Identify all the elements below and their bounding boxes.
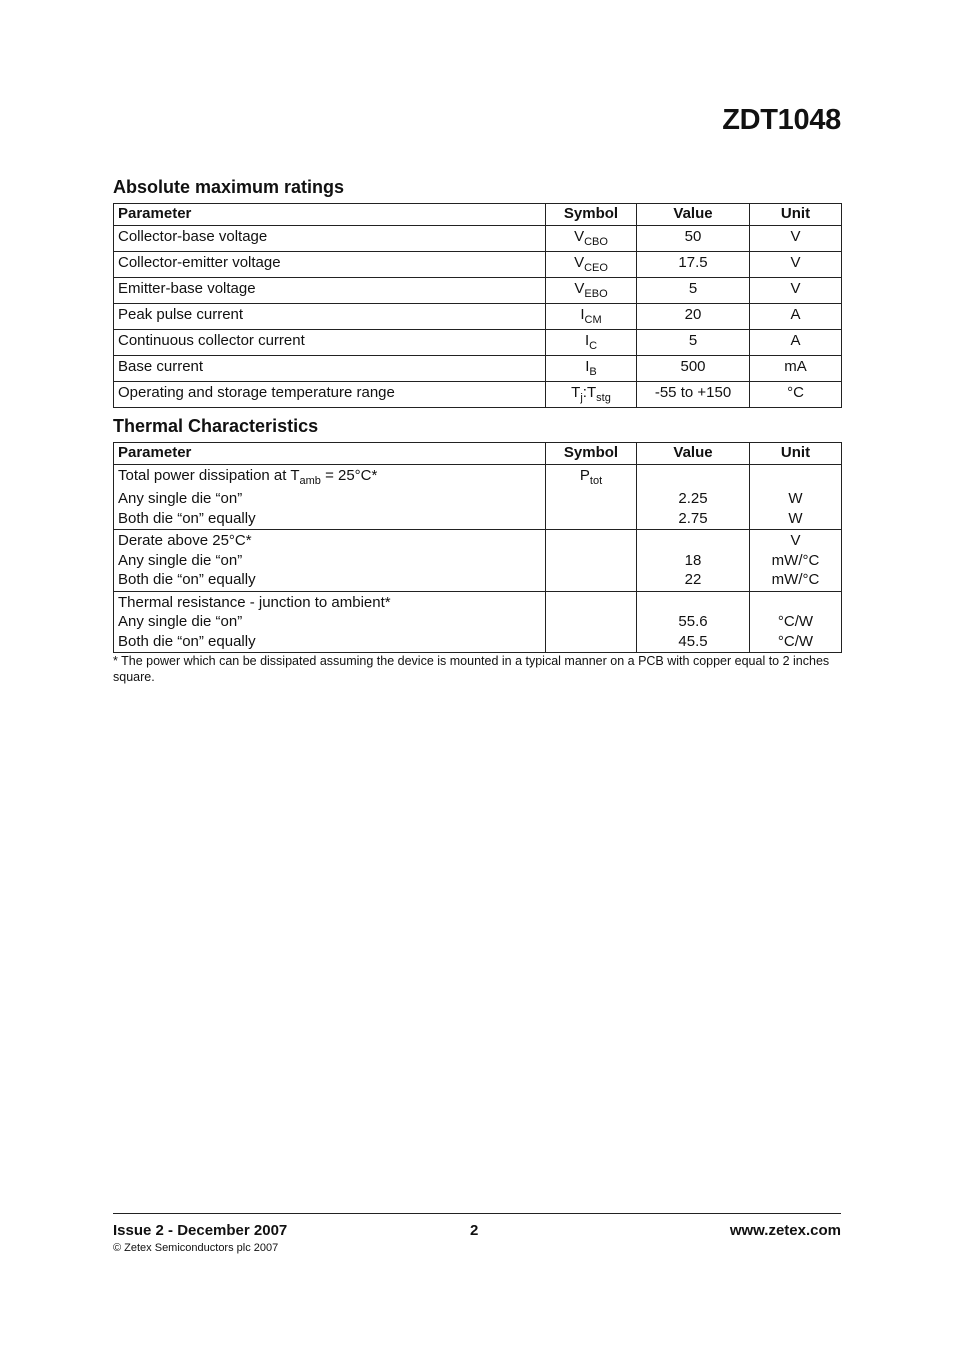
- table-row: [114, 304, 842, 330]
- parameter-cell: [114, 530, 546, 592]
- parameter-cell: Continuous collector current: [114, 330, 546, 356]
- symbol-heading: [550, 466, 632, 489]
- table-row: [114, 591, 842, 653]
- value-cell: 20: [637, 304, 750, 330]
- symbol-main: I: [584, 332, 590, 349]
- parameter-line: Any single die “on”: [118, 613, 243, 630]
- unit-line: °C/W: [777, 613, 814, 630]
- footer-page-number: 2: [470, 1222, 479, 1239]
- parameter-cell: [114, 591, 546, 653]
- table-row: [114, 330, 842, 356]
- parameter-heading-text: Total power dissipation at T: [118, 467, 300, 484]
- symbol-main: I: [580, 306, 585, 323]
- parameter-line: Both die “on” equally: [118, 632, 256, 650]
- symbol-cell: [546, 356, 637, 382]
- parameter-cell: [114, 465, 546, 530]
- parameter-line: Both die “on” equally: [118, 509, 256, 527]
- footer-divider: [113, 1213, 841, 1214]
- footer-copyright: © Zetex Semiconductors plc 2007: [113, 1242, 279, 1254]
- part-number: ZDT1048: [722, 104, 841, 136]
- value-line: 18: [684, 551, 702, 569]
- value-line: 55.6: [678, 613, 708, 630]
- symbol-subscript: CBO: [584, 236, 608, 248]
- symbol-cell: [546, 382, 637, 408]
- symbol-subscript: j: [580, 392, 583, 404]
- table-row: [114, 278, 842, 304]
- unit-line: mW/°C: [771, 551, 820, 569]
- unit-cell: A: [750, 330, 842, 356]
- value-cell: -55 to +150: [637, 382, 750, 408]
- symbol-cell: [546, 591, 637, 653]
- value-cell: [637, 465, 750, 530]
- value-line: 22: [684, 571, 702, 588]
- parameter-cell: Collector-base voltage: [114, 226, 546, 252]
- column-header-symbol: Symbol: [546, 204, 637, 226]
- parameter-cell: Collector-emitter voltage: [114, 252, 546, 278]
- column-header-parameter: Parameter: [114, 204, 546, 226]
- symbol-cell: [546, 278, 637, 304]
- unit-cell: V: [750, 278, 842, 304]
- column-header-symbol: Symbol: [546, 443, 637, 465]
- unit-cell: mA: [750, 356, 842, 382]
- column-header-value: Value: [637, 204, 750, 226]
- symbol-cell: [546, 330, 637, 356]
- unit-spacer: [754, 466, 837, 489]
- symbol-cell: [546, 252, 637, 278]
- table-header-row: [114, 204, 842, 226]
- thermal-characteristics-title: Thermal Characteristics: [113, 416, 319, 436]
- parameter-cell: Operating and storage temperature range: [114, 382, 546, 408]
- symbol-subscript: stg: [596, 392, 611, 404]
- unit-spacer: [754, 593, 837, 613]
- symbol-cell: [546, 530, 637, 592]
- column-header-parameter: Parameter: [114, 443, 546, 465]
- symbol-main: V: [574, 254, 585, 271]
- value-cell: 5: [637, 330, 750, 356]
- value-cell: 500: [637, 356, 750, 382]
- parameter-line: Both die “on” equally: [118, 571, 256, 588]
- symbol-subscript: tot: [589, 475, 603, 487]
- table-row: [114, 252, 842, 278]
- unit-line: °C/W: [777, 632, 814, 650]
- thermal-characteristics-table: [113, 442, 842, 653]
- unit-heading: V: [790, 532, 801, 549]
- value-cell: 17.5: [637, 252, 750, 278]
- parameter-cell: Peak pulse current: [114, 304, 546, 330]
- unit-cell: [750, 465, 842, 530]
- unit-line: mW/°C: [771, 571, 820, 588]
- thermal-footnote: * The power which can be dissipated assuming the device is mounted in a typical manner on a PCB with copper equal to 2 inches square.: [113, 654, 830, 684]
- unit-cell: V: [750, 226, 842, 252]
- unit-cell: [750, 530, 842, 592]
- symbol-subscript: C: [589, 340, 598, 352]
- value-spacer: [641, 593, 745, 613]
- value-line: 2.25: [678, 490, 708, 507]
- parameter-heading: Derate above 25°C*: [118, 532, 252, 549]
- parameter-subscript: amb: [299, 475, 321, 487]
- value-spacer: [641, 531, 745, 551]
- unit-line: W: [788, 509, 803, 527]
- value-line: 2.75: [678, 509, 708, 527]
- value-line: 45.5: [678, 632, 708, 650]
- table-row: [114, 465, 842, 530]
- symbol-main: I: [585, 358, 590, 375]
- parameter-cell: Emitter-base voltage: [114, 278, 546, 304]
- parameter-line: Any single die “on”: [118, 551, 243, 569]
- parameter-heading-tail: = 25°C*: [320, 467, 378, 484]
- column-header-value: Value: [637, 443, 750, 465]
- symbol-cell: [546, 304, 637, 330]
- unit-cell: [750, 591, 842, 653]
- value-cell: 5: [637, 278, 750, 304]
- value-cell: [637, 591, 750, 653]
- unit-line: W: [788, 490, 803, 507]
- parameter-heading: Thermal resistance - junction to ambient*: [118, 593, 391, 611]
- symbol-main: V: [574, 228, 585, 245]
- parameter-line: Any single die “on”: [118, 490, 243, 507]
- table-row: [114, 356, 842, 382]
- column-header-unit: Unit: [750, 443, 842, 465]
- symbol-cell: [546, 226, 637, 252]
- table-row: [114, 530, 842, 592]
- column-header-unit: Unit: [750, 204, 842, 226]
- symbol-cell: [546, 465, 637, 530]
- absolute-maximum-ratings-table: [113, 203, 842, 408]
- symbol-subscript: CEO: [584, 262, 608, 274]
- absolute-maximum-ratings-title: Absolute maximum ratings: [113, 177, 345, 197]
- symbol-subscript: B: [589, 366, 597, 378]
- footer-website-link[interactable]: www.zetex.com: [729, 1222, 841, 1239]
- parameter-heading: [118, 466, 541, 489]
- value-cell: 50: [637, 226, 750, 252]
- table-row: [114, 226, 842, 252]
- parameter-cell: Base current: [114, 356, 546, 382]
- unit-cell: A: [750, 304, 842, 330]
- symbol-main: V: [574, 280, 585, 297]
- symbol-main: T: [571, 384, 581, 401]
- table-header-row: [114, 443, 842, 465]
- footer-issue: Issue 2 - December 2007: [113, 1222, 288, 1239]
- unit-cell: V: [750, 252, 842, 278]
- symbol-main: P: [579, 467, 590, 484]
- table-row: [114, 382, 842, 408]
- symbol-subscript: EBO: [584, 288, 608, 300]
- value-spacer: [641, 466, 745, 489]
- value-cell: [637, 530, 750, 592]
- symbol-separator: :T: [582, 384, 597, 401]
- symbol-subscript: CM: [584, 314, 602, 326]
- unit-cell: °C: [750, 382, 842, 408]
